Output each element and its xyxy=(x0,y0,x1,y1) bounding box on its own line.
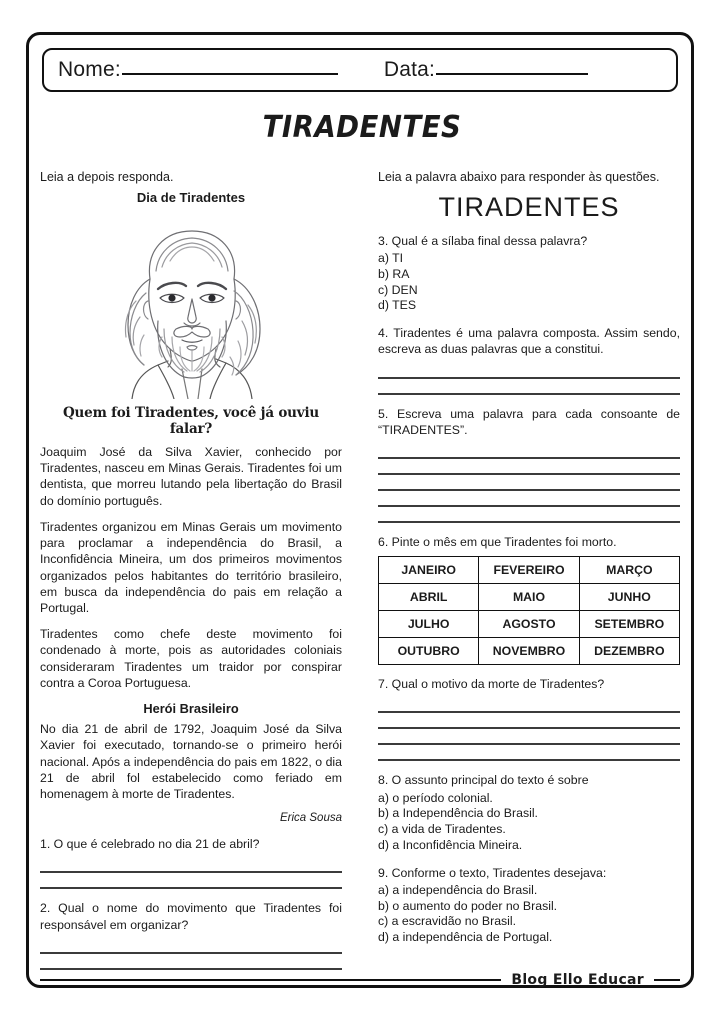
name-field-group xyxy=(58,58,338,82)
question-5-text: 5. Escreva uma palavra para cada consoante de “TIRADENTES”. xyxy=(378,406,680,437)
question-7-block xyxy=(378,676,680,761)
page-title: TIRADENTES xyxy=(262,110,462,145)
answer-line[interactable] xyxy=(378,475,680,491)
date-label: Data: xyxy=(383,58,436,81)
question-4-answer-lines[interactable] xyxy=(378,363,680,395)
tiradentes-portrait-icon xyxy=(40,209,342,399)
question-9-option-a[interactable]: a) a independência do Brasil. xyxy=(378,882,538,897)
question-3-option-c[interactable]: c) DEN xyxy=(378,282,418,297)
month-cell[interactable]: SETEMBRO xyxy=(579,611,679,638)
answer-line[interactable] xyxy=(378,745,680,761)
footer-brand: Blog Ello Educar xyxy=(511,972,644,988)
month-cell[interactable]: MARÇO xyxy=(579,557,679,584)
answer-line[interactable] xyxy=(378,459,680,475)
answer-line[interactable] xyxy=(40,873,342,889)
name-date-box xyxy=(42,48,678,92)
question-4-text: 4. Tiradentes é uma palavra composta. Assim sendo, escreva as duas palavras que a constitui. xyxy=(378,326,680,357)
month-cell[interactable]: DEZEMBRO xyxy=(579,638,679,665)
footer xyxy=(40,972,680,988)
month-cell[interactable]: JULHO xyxy=(379,611,479,638)
month-cell[interactable]: NOVEMBRO xyxy=(479,638,579,665)
answer-line[interactable] xyxy=(378,379,680,395)
author-credit: Erica Sousa xyxy=(279,812,342,825)
question-9-text: 9. Conforme o texto, Tiradentes desejava: xyxy=(378,865,607,880)
table-row xyxy=(379,584,680,611)
question-4-block xyxy=(378,325,680,394)
question-1-block xyxy=(40,836,342,889)
featured-word: TIRADENTES xyxy=(438,192,620,222)
date-field-group xyxy=(384,58,588,82)
question-2-text: 2. Qual o nome do movimento que Tiradentes foi responsável em organizar? xyxy=(40,901,342,932)
left-column xyxy=(40,170,342,981)
footer-divider-left xyxy=(40,979,501,981)
month-cell[interactable]: JANEIRO xyxy=(379,557,479,584)
answer-line[interactable] xyxy=(40,857,342,873)
month-cell[interactable]: MAIO xyxy=(479,584,579,611)
month-cell[interactable]: FEVEREIRO xyxy=(479,557,579,584)
question-8-block xyxy=(378,772,680,853)
month-cell[interactable]: ABRIL xyxy=(379,584,479,611)
story-paragraph-1: Joaquim José da Silva Xavier, conhecido por Tiradentes, nasceu em Minas Gerais. Tiradentes foi um dentista, que morreu lutando pela libertação do Brasil do domínio português. xyxy=(40,445,342,508)
question-2-answer-lines[interactable] xyxy=(40,938,342,970)
question-3-option-d[interactable]: d) TES xyxy=(378,298,417,313)
answer-line[interactable] xyxy=(378,363,680,379)
question-9-option-b[interactable]: b) o aumento do poder no Brasil. xyxy=(378,898,558,913)
answer-line[interactable] xyxy=(40,938,342,954)
right-instruction: Leia a palavra abaixo para responder às questões. xyxy=(378,170,660,184)
question-7-text: 7. Qual o motivo da morte de Tiradentes? xyxy=(378,677,605,692)
answer-line[interactable] xyxy=(378,491,680,507)
question-1-answer-lines[interactable] xyxy=(40,857,342,889)
story-paragraph-2: Tiradentes organizou em Minas Gerais um movimento para proclamar a independência do Brasil, a Inconfidência Mineira, um dos primeiros movimentos organizados pelos habitantes do território brasileiro, em busca da independência do pais em relação a Portugal. xyxy=(40,519,342,615)
hero-section-paragraph: No dia 21 de abril de 1792, Joaquim José da Silva Xavier foi executado, tornando-se o primeiro herói nacional. Após a independência do pais em 1822, o dia 21 de abril fol estabelecido como feriado em homenagem à morte de Tiradentes. xyxy=(40,722,342,801)
footer-divider-right xyxy=(654,979,680,981)
question-9-option-c[interactable]: c) a escravidão no Brasil. xyxy=(378,914,517,929)
question-8-option-b[interactable]: b) a Independência do Brasil. xyxy=(378,806,538,821)
question-9-option-d[interactable]: d) a independência de Portugal. xyxy=(378,930,553,945)
story-heading: Quem foi Tiradentes, você já ouviu falar? xyxy=(63,405,319,437)
question-9-block xyxy=(378,865,680,946)
question-3-option-b[interactable]: b) RA xyxy=(378,266,410,281)
question-1-text: 1. O que é celebrado no dia 21 de abril? xyxy=(40,837,260,852)
question-8-text: 8. O assunto principal do texto é sobre xyxy=(378,773,589,788)
table-row xyxy=(379,638,680,665)
month-cell[interactable]: AGOSTO xyxy=(479,611,579,638)
question-3-block xyxy=(378,233,680,314)
question-6-text: 6. Pinte o mês em que Tiradentes foi morto. xyxy=(378,535,617,550)
left-instruction: Leia a depois responda. xyxy=(40,170,174,184)
question-8-option-c[interactable]: c) a vida de Tiradentes. xyxy=(378,822,506,837)
hero-section-heading: Herói Brasileiro xyxy=(143,701,239,717)
question-7-answer-lines[interactable] xyxy=(378,697,680,761)
question-3-option-a[interactable]: a) TI xyxy=(378,251,404,266)
answer-line[interactable] xyxy=(378,507,680,523)
question-6-block xyxy=(378,534,680,665)
question-5-block xyxy=(378,406,680,523)
answer-line[interactable] xyxy=(378,713,680,729)
table-row xyxy=(379,611,680,638)
answer-line[interactable] xyxy=(378,697,680,713)
story-paragraph-3: Tiradentes como chefe deste movimento foi condenado à morte, pois as autoridades coloniais consideraram Tiradentes um traidor por conspirar contra a Coroa Portuguesa. xyxy=(40,627,342,690)
name-input-line[interactable] xyxy=(122,73,338,75)
month-cell[interactable]: OUTUBRO xyxy=(379,638,479,665)
answer-line[interactable] xyxy=(378,443,680,459)
question-2-block xyxy=(40,900,342,969)
illustration-title: Dia de Tiradentes xyxy=(136,190,246,205)
answer-line[interactable] xyxy=(40,954,342,970)
answer-line[interactable] xyxy=(378,729,680,745)
months-table xyxy=(378,556,680,665)
table-row xyxy=(379,557,680,584)
question-5-answer-lines[interactable] xyxy=(378,443,680,523)
question-8-option-a[interactable]: a) o período colonial. xyxy=(378,790,493,805)
right-column xyxy=(378,170,680,957)
month-cell[interactable]: JUNHO xyxy=(579,584,679,611)
question-8-option-d[interactable]: d) a Inconfidência Mineira. xyxy=(378,837,523,852)
name-label: Nome: xyxy=(58,58,121,81)
question-3-text: 3. Qual é a sílaba final dessa palavra? xyxy=(378,234,588,248)
date-input-line[interactable] xyxy=(436,73,588,75)
